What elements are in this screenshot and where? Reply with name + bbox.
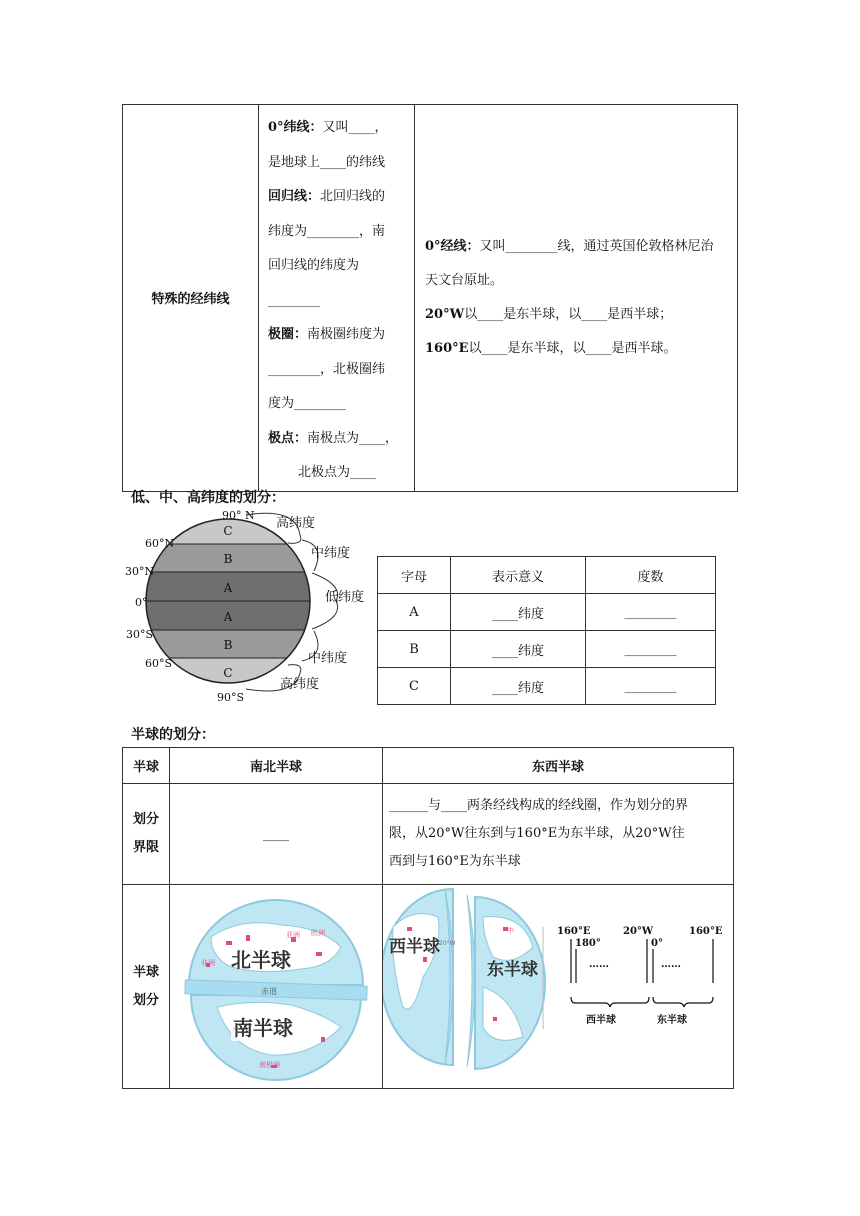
latitude-zone-heading: 低、中、高纬度的划分： (131, 490, 285, 506)
col-header: 东西半球 (383, 748, 734, 784)
hemisphere-heading: 半球的划分： (131, 727, 215, 743)
text-line (268, 422, 406, 457)
line-text: 天文台原址。 (425, 272, 504, 288)
line-text: 回归线的纬度为 (268, 258, 360, 273)
text-line: 西到与160°E为东半球 (389, 854, 521, 869)
text-line: ______与____两条经线构成的经线圈，作为划分的界 (389, 798, 689, 813)
line-text: 以____是东半球，以____是西半球。 (468, 340, 677, 356)
diagram-label: 160°E (557, 925, 591, 937)
lat-label: 60°S (145, 657, 173, 670)
col-header: 南北半球 (170, 748, 383, 784)
text-line (425, 332, 727, 366)
cell: ____纬度 (451, 594, 586, 631)
antarctica-label: 南极洲 (259, 1060, 280, 1069)
lat-label: 0° (135, 596, 148, 609)
table-header-row (378, 557, 716, 594)
col-header: 字母 (378, 557, 451, 594)
ew-hemisphere-figure (383, 887, 733, 1087)
text-line (425, 230, 727, 264)
continent-label: 非洲 (201, 958, 215, 967)
table-row (378, 631, 716, 668)
line-head: 0°纬线： (268, 120, 323, 135)
line-head: 20°W (425, 306, 465, 322)
zone-label: 中纬度 (311, 546, 351, 561)
lat-label: 30°S (126, 628, 154, 641)
zone-label: 高纬度 (280, 677, 320, 692)
south-hemisphere-label: 南半球 (233, 1015, 293, 1040)
line-head: 极点： (268, 430, 308, 446)
band-letter: B (223, 552, 233, 566)
text-line (268, 180, 406, 215)
line-head: 极圈： (268, 327, 308, 342)
west-hemisphere-label: 西半球 (389, 936, 440, 957)
continent-label: 中 (507, 926, 514, 935)
diagram-dots: …… (589, 958, 609, 970)
zone-label: 高纬度 (276, 516, 316, 531)
col-header: 半球 (123, 748, 170, 784)
cell: ________ (586, 668, 716, 705)
cell: B (378, 631, 451, 668)
col-header: 表示意义 (451, 557, 586, 594)
line-text: 又叫________线，通过英国伦敦格林尼治 (479, 238, 714, 254)
latitude-lines-cell (259, 105, 415, 492)
continent-label: 欧洲 (311, 928, 325, 937)
band-letter: C (223, 524, 233, 538)
diagram-label: 160°E (689, 925, 723, 937)
line-text: 以____是东半球，以____是西半球； (464, 306, 673, 322)
table-header-row (123, 748, 734, 784)
table-row (378, 594, 716, 631)
continent-label: 亚洲 (286, 930, 300, 939)
equator-label: 赤道 (261, 986, 277, 996)
band-letter: A (223, 610, 233, 624)
diagram-label: 180° (575, 937, 601, 949)
line-text: 度为________ (268, 396, 347, 411)
table-row (378, 668, 716, 705)
ew-globe-cell (383, 885, 734, 1089)
ns-hemisphere-globe (171, 887, 381, 1087)
line-head: 回归线： (268, 189, 321, 204)
line-text: ________ (268, 292, 320, 308)
text-line (268, 111, 406, 146)
cell: A (378, 594, 451, 631)
text-line (268, 353, 406, 388)
row-label-boundary: 划分界限 (123, 784, 170, 885)
meridian-tick-label: 20°W (439, 939, 456, 947)
east-hemisphere-label: 东半球 (487, 959, 538, 980)
cell: ____纬度 (451, 668, 586, 705)
text-line (268, 387, 406, 422)
line-head: 0°经线： (425, 238, 480, 254)
line-text: 北回归线的 (320, 189, 386, 204)
north-hemisphere-label: 北半球 (231, 947, 291, 972)
diagram-label: 西半球 (586, 1014, 616, 1026)
diagram-label: 0° (651, 937, 663, 949)
text-line (268, 318, 406, 353)
lat-label: 60°N (145, 537, 175, 550)
lat-label: 90°S (217, 691, 245, 704)
latitude-zones-figure (118, 505, 378, 705)
text-line (268, 456, 406, 491)
cell: ________ (586, 594, 716, 631)
text-line (268, 146, 406, 181)
cell: ________ (586, 631, 716, 668)
line-text: 南极点为____， (307, 430, 399, 446)
zone-label: 中纬度 (308, 651, 348, 666)
text-line (425, 264, 727, 298)
zone-label: 低纬度 (325, 590, 365, 605)
text-line (425, 298, 727, 332)
cell: ____纬度 (451, 631, 586, 668)
ns-globe-cell (170, 885, 383, 1089)
table-row (123, 885, 734, 1089)
band-letter: B (223, 638, 233, 652)
row-label: 特殊的经纬线 (123, 105, 259, 492)
text-line (268, 284, 406, 319)
line-text: 北极点为____ (297, 465, 376, 480)
line-head: 160°E (425, 340, 469, 356)
ew-boundary-text (383, 784, 734, 885)
diagram-label: 20°W (623, 925, 654, 937)
band-letter: C (223, 666, 233, 680)
table-row (123, 784, 734, 885)
diagram-label: 东半球 (657, 1014, 687, 1026)
row-label-division: 半球划分 (123, 885, 170, 1089)
ns-boundary-blank: ____ (170, 784, 383, 885)
col-header: 度数 (586, 557, 716, 594)
text-line (268, 249, 406, 284)
line-text: 纬度为________，南 (268, 223, 386, 239)
hemisphere-table (122, 747, 734, 1089)
text-line (268, 215, 406, 250)
lat-label: 90° N (222, 509, 255, 522)
diagram-dots: …… (661, 958, 681, 970)
special-lines-table (122, 104, 738, 492)
text-line: 限，从20°W往东到与160°E为东半球，从20°W往 (389, 826, 685, 841)
lat-label: 30°N (125, 565, 155, 578)
line-text: ________，北极圈纬 (268, 361, 386, 377)
longitude-lines-cell (415, 105, 738, 492)
band-letter: A (223, 581, 233, 595)
line-text: 又叫____， (322, 120, 388, 135)
line-text: 南极圈纬度为 (307, 327, 386, 342)
cell: C (378, 668, 451, 705)
latitude-zone-table (377, 556, 716, 705)
line-text: 是地球上____的纬线 (268, 154, 386, 170)
